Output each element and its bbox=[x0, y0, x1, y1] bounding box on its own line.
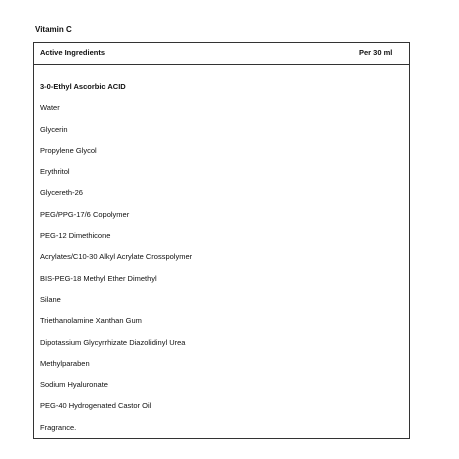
ingredient-item: Glycereth-26 bbox=[40, 188, 83, 198]
ingredients-table bbox=[33, 42, 410, 439]
ingredient-item: Triethanolamine Xanthan Gum bbox=[40, 316, 142, 326]
ingredient-item: Propylene Glycol bbox=[40, 145, 97, 155]
ingredient-item: Glycerin bbox=[40, 124, 68, 134]
ingredient-item: Methylparaben bbox=[40, 358, 90, 368]
ingredient-item: PEG/PPG-17/6 Copolymer bbox=[40, 209, 130, 219]
table-header-row bbox=[34, 43, 409, 65]
ingredient-item: Silane bbox=[40, 294, 61, 304]
document-title: Vitamin C bbox=[35, 25, 72, 34]
ingredient-item: BIS-PEG-18 Methyl Ether Dimethyl bbox=[40, 273, 157, 283]
ingredient-item: Erythritol bbox=[40, 167, 70, 177]
ingredient-item: Acrylates/C10-30 Alkyl Acrylate Crosspolymer bbox=[40, 252, 193, 262]
ingredient-item: Water bbox=[40, 103, 60, 113]
ingredient-item: PEG-12 Dimethicone bbox=[40, 231, 111, 241]
ingredient-item: 3-0-Ethyl Ascorbic ACID bbox=[40, 82, 126, 91]
ingredient-item: Fragrance. bbox=[40, 422, 77, 432]
ingredient-item: PEG-40 Hydrogenated Castor Oil bbox=[40, 401, 152, 411]
ingredient-item: Sodium Hyaluronate bbox=[40, 380, 108, 390]
header-active-ingredients: Active Ingredients bbox=[40, 48, 106, 57]
ingredient-list bbox=[40, 82, 192, 444]
ingredient-item: Dipotassium Glycyrrhizate Diazolidinyl Urea bbox=[40, 337, 186, 347]
header-per-30ml: Per 30 ml bbox=[359, 48, 393, 57]
